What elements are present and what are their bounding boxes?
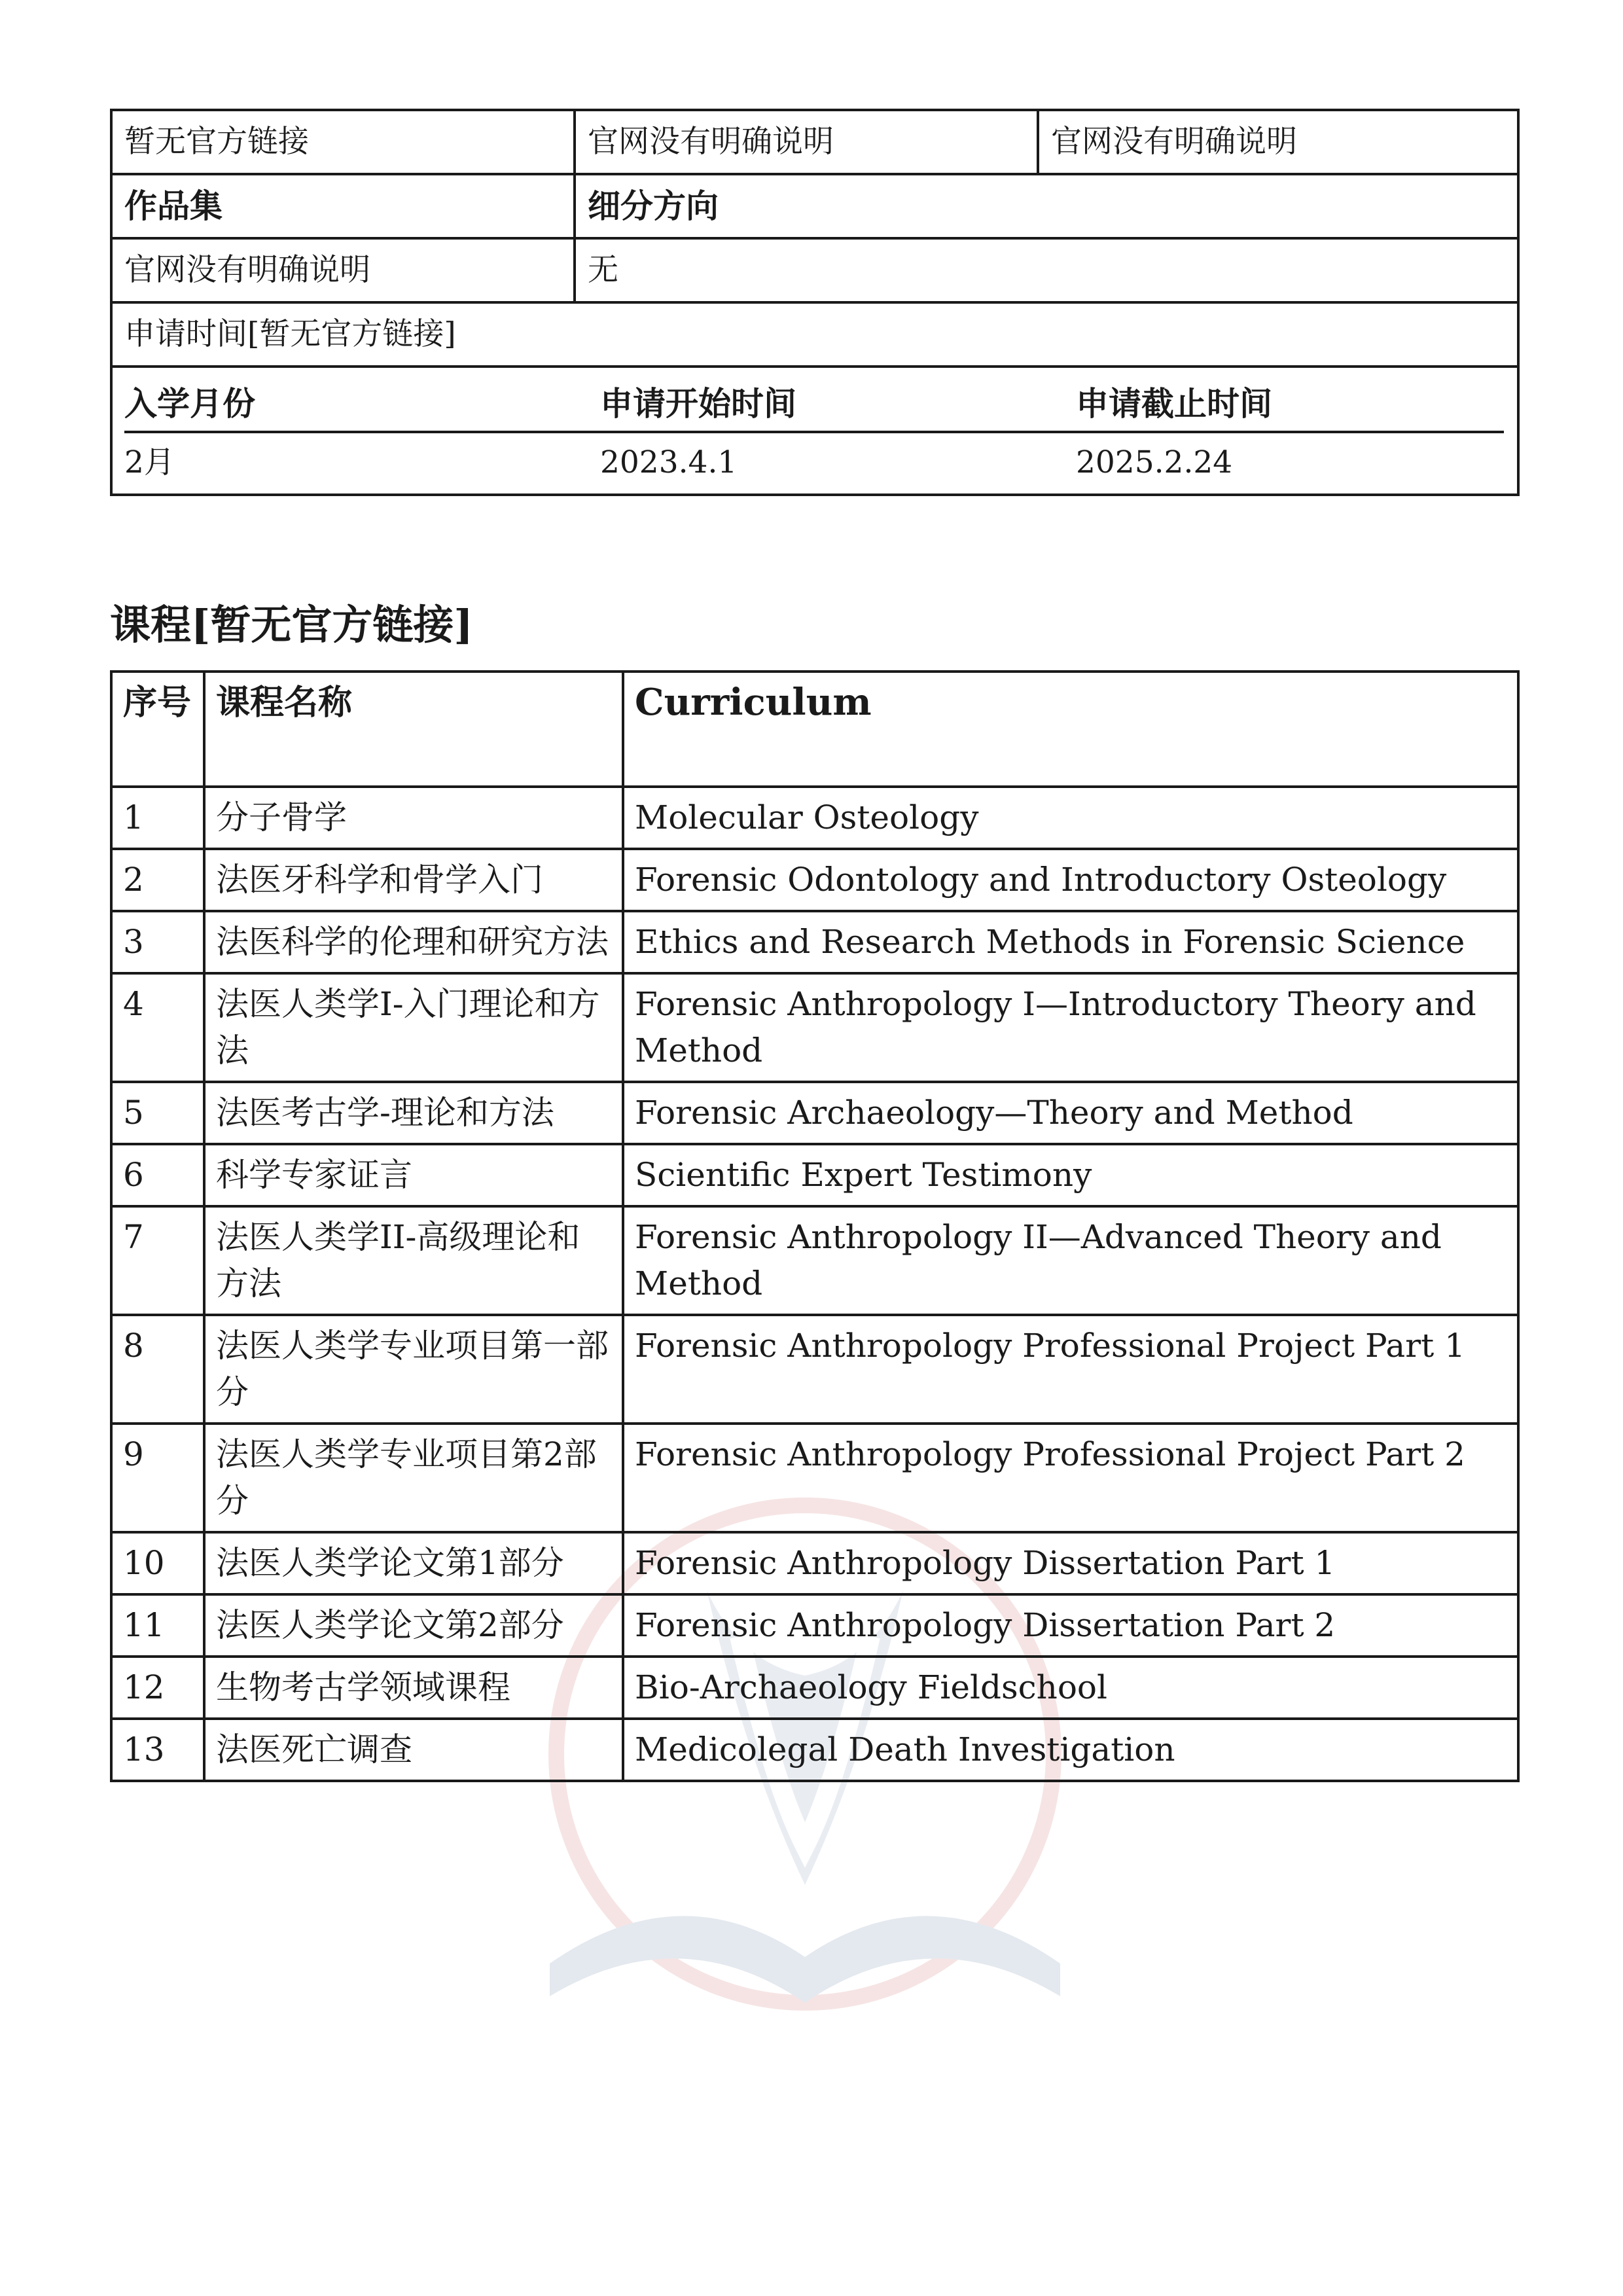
table-row bbox=[111, 1719, 1518, 1781]
course-name-en: Bio-Archaeology Fieldschool bbox=[623, 1657, 1518, 1719]
courses-title: 课程[暂无官方链接] bbox=[110, 601, 473, 649]
info-row-headers bbox=[111, 174, 1518, 238]
course-no: 10 bbox=[111, 1532, 204, 1594]
course-name-cn: 法医人类学论文第2部分 bbox=[204, 1594, 623, 1657]
table-row bbox=[111, 787, 1518, 849]
course-header-row bbox=[111, 672, 1518, 787]
course-rows bbox=[111, 787, 1518, 1781]
header-no: 序号 bbox=[111, 672, 204, 787]
course-name-en: Forensic Anthropology II—Advanced Theory and Method bbox=[623, 1206, 1518, 1315]
info-cell: 暂无官方链接 bbox=[111, 110, 575, 174]
course-name-cn: 法医人类学专业项目第2部分 bbox=[204, 1424, 623, 1532]
course-name-cn: 法医人类学专业项目第一部分 bbox=[204, 1315, 623, 1424]
apply-deadline-value: 2025.2.24 bbox=[1076, 444, 1233, 480]
course-name-cn: 法医科学的伦理和研究方法 bbox=[204, 911, 623, 973]
course-no: 9 bbox=[111, 1424, 204, 1532]
portfolio-value: 官网没有明确说明 bbox=[111, 238, 575, 302]
table-row bbox=[111, 1424, 1518, 1532]
course-name-en: Forensic Anthropology Dissertation Part 1 bbox=[623, 1532, 1518, 1594]
table-row bbox=[111, 1657, 1518, 1719]
course-no: 8 bbox=[111, 1315, 204, 1424]
course-no: 13 bbox=[111, 1719, 204, 1781]
table-row bbox=[111, 911, 1518, 973]
table-row bbox=[111, 1532, 1518, 1594]
course-no: 7 bbox=[111, 1206, 204, 1315]
course-no: 12 bbox=[111, 1657, 204, 1719]
apply-deadline-header: 申请截止时间 bbox=[1076, 382, 1504, 433]
info-cell: 官网没有明确说明 bbox=[1038, 110, 1518, 174]
table-row bbox=[111, 1082, 1518, 1144]
course-name-cn: 法医人类学论文第1部分 bbox=[204, 1532, 623, 1594]
course-name-en: Forensic Anthropology I—Introductory Theory and Method bbox=[623, 973, 1518, 1082]
info-cell: 官网没有明确说明 bbox=[575, 110, 1038, 174]
table-row bbox=[111, 849, 1518, 911]
info-row-intake bbox=[111, 367, 1518, 495]
course-no: 6 bbox=[111, 1144, 204, 1206]
course-name-cn: 法医考古学-理论和方法 bbox=[204, 1082, 623, 1144]
direction-value: 无 bbox=[575, 238, 1518, 302]
table-row bbox=[111, 1144, 1518, 1206]
course-name-cn: 法医人类学II-高级理论和方法 bbox=[204, 1206, 623, 1315]
info-table bbox=[110, 109, 1520, 496]
course-no: 3 bbox=[111, 911, 204, 973]
intake-subtable bbox=[111, 367, 1518, 495]
course-table bbox=[110, 670, 1520, 1782]
direction-label: 细分方向 bbox=[575, 174, 1518, 238]
course-name-en: Ethics and Research Methods in Forensic Science bbox=[623, 911, 1518, 973]
course-name-en: Forensic Odontology and Introductory Osteology bbox=[623, 849, 1518, 911]
header-curriculum: Curriculum bbox=[623, 672, 1518, 787]
table-row bbox=[111, 1206, 1518, 1315]
table-row bbox=[111, 1594, 1518, 1657]
apply-time-label: 申请时间[暂无官方链接] bbox=[111, 302, 1518, 367]
course-name-en: Forensic Anthropology Professional Project Part 2 bbox=[623, 1424, 1518, 1532]
course-no: 5 bbox=[111, 1082, 204, 1144]
intake-month-value: 2月 bbox=[124, 444, 175, 480]
apply-start-header: 申请开始时间 bbox=[600, 382, 1076, 433]
course-name-en: Forensic Anthropology Dissertation Part 2 bbox=[623, 1594, 1518, 1657]
table-row bbox=[111, 1315, 1518, 1424]
info-row-values bbox=[111, 238, 1518, 302]
course-name-en: Forensic Anthropology Professional Project Part 1 bbox=[623, 1315, 1518, 1424]
course-name-cn: 生物考古学领域课程 bbox=[204, 1657, 623, 1719]
course-name-cn: 科学专家证言 bbox=[204, 1144, 623, 1206]
header-name: 课程名称 bbox=[204, 672, 623, 787]
info-row-links bbox=[111, 110, 1518, 174]
intake-month-header: 入学月份 bbox=[124, 382, 600, 433]
course-name-cn: 法医死亡调查 bbox=[204, 1719, 623, 1781]
portfolio-label: 作品集 bbox=[111, 174, 575, 238]
course-name-en: Medicolegal Death Investigation bbox=[623, 1719, 1518, 1781]
course-no: 4 bbox=[111, 973, 204, 1082]
course-no: 2 bbox=[111, 849, 204, 911]
course-no: 11 bbox=[111, 1594, 204, 1657]
course-name-cn: 法医牙科学和骨学入门 bbox=[204, 849, 623, 911]
course-name-cn: 法医人类学I-入门理论和方法 bbox=[204, 973, 623, 1082]
course-name-en: Scientific Expert Testimony bbox=[623, 1144, 1518, 1206]
course-name-en: Molecular Osteology bbox=[623, 787, 1518, 849]
course-name-cn: 分子骨学 bbox=[204, 787, 623, 849]
info-row-apply-time bbox=[111, 302, 1518, 367]
table-row bbox=[111, 973, 1518, 1082]
course-name-en: Forensic Archaeology—Theory and Method bbox=[623, 1082, 1518, 1144]
course-no: 1 bbox=[111, 787, 204, 849]
apply-start-value: 2023.4.1 bbox=[600, 444, 738, 480]
